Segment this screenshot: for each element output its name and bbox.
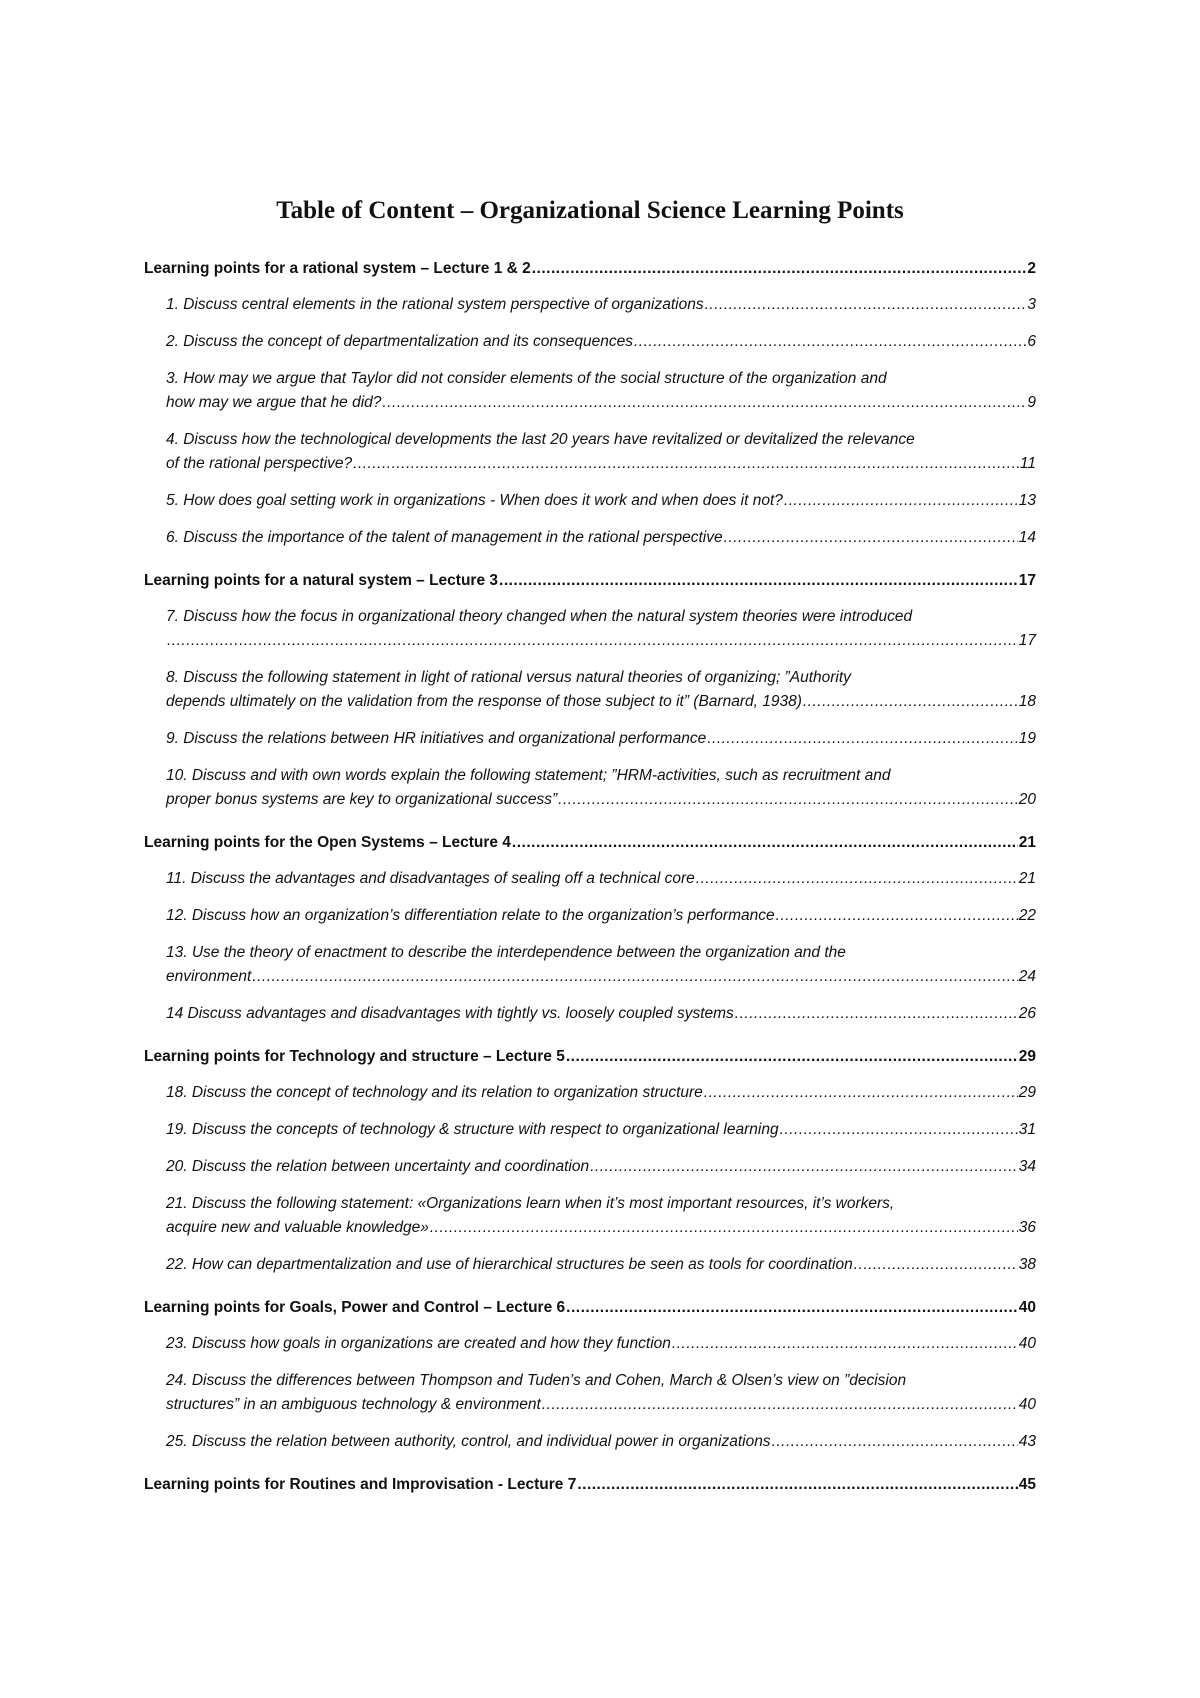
page-number: 14 [1018,529,1036,546]
toc-item[interactable] [166,1192,1036,1240]
toc-section-entry[interactable] [144,569,1036,593]
toc-item-final-text: 9. Discuss the relations between HR initiatives and organizational performance [166,730,707,747]
dot-leader [167,629,1018,653]
toc-item-final-text: acquire new and valuable knowledge» [166,1219,429,1236]
dot-leader [724,526,1018,550]
page-number: 29 [1018,1048,1036,1065]
page-number: 21 [1018,870,1036,887]
toc-item-line: 8. Discuss the following statement in light of rational versus natural theories of organizing; ”Authority [166,669,851,686]
page-number: 45 [1018,1476,1036,1493]
toc-item-final [166,1430,1036,1454]
toc-item-final-text: structures” in an ambiguous technology & environment [166,1396,541,1413]
toc-item[interactable] [166,1155,1036,1179]
page-number: 9 [1027,394,1036,411]
toc-item-final-text: 6. Discuss the importance of the talent of management in the rational perspective [166,529,723,546]
dot-leader [512,831,1018,855]
dot-leader [532,257,1027,281]
dot-leader [542,1393,1018,1417]
dot-leader [705,293,1027,317]
toc-item[interactable] [166,1369,1036,1417]
toc-item-final [166,489,1036,513]
toc-item[interactable] [166,330,1036,354]
toc-item[interactable] [166,1081,1036,1105]
toc-item-final-text: 5. How does goal setting work in organizations - When does it work and when does it not? [166,492,783,509]
section-heading [144,1296,1036,1320]
section-heading-text: Learning points for Routines and Improvisation - Lecture 7 [144,1476,577,1493]
toc-item[interactable] [166,727,1036,751]
page-title: Table of Content – Organizational Science Learning Points [276,197,904,224]
toc-item-final-text: 19. Discuss the concepts of technology & structure with respect to organizational learning [166,1121,779,1138]
toc-item-final [166,904,1036,928]
section-heading [144,831,1036,855]
toc-item[interactable] [166,1002,1036,1026]
toc-item[interactable] [166,904,1036,928]
page-number: 26 [1018,1005,1036,1022]
section-heading-text: Learning points for Goals, Power and Control – Lecture 6 [144,1299,566,1316]
toc-item[interactable] [166,1118,1036,1142]
toc-item-final [166,1118,1036,1142]
dot-leader [772,1430,1018,1454]
dot-leader [735,1002,1018,1026]
page-number: 3 [1027,296,1036,313]
toc-item[interactable] [166,666,1036,714]
toc-section-entry[interactable] [144,1045,1036,1069]
toc-item-final-text: 20. Discuss the relation between uncertainty and coordination [166,1158,590,1175]
toc-item-final [166,1216,1036,1240]
page-number: 31 [1018,1121,1036,1138]
page-number: 18 [1018,693,1036,710]
toc-item-final [166,965,1036,989]
dot-leader [784,489,1018,513]
toc-item-final-text: how may we argue that he did? [166,394,382,411]
toc-item-final-text: depends ultimately on the validation from the response of those subject to it” (Barnard, 1938) [166,693,802,710]
dot-leader [353,452,1019,476]
toc-item-final [166,330,1036,354]
toc-item-final-text: 22. How can departmentalization and use of hierarchical structures be seen as tools for coordination [166,1256,853,1273]
toc-item-final-text: 14 Discuss advantages and disadvantages with tightly vs. loosely coupled systems [166,1005,734,1022]
dot-leader [382,391,1026,415]
page-number: 40 [1018,1299,1036,1316]
dot-leader [707,727,1018,751]
page-number: 2 [1027,260,1036,277]
page-number: 24 [1018,968,1036,985]
toc-item-final [166,1002,1036,1026]
toc-section-entry[interactable] [144,257,1036,281]
toc-item-final-text: 1. Discuss central elements in the rational system perspective of organizations [166,296,704,313]
page-number: 38 [1018,1256,1036,1273]
toc-item-final-text: environment [166,968,252,985]
page-number: 34 [1018,1158,1036,1175]
toc-item-line: 13. Use the theory of enactment to describe the interdependence between the organization and the [166,944,846,961]
toc-item-line: 7. Discuss how the focus in organizational theory changed when the natural system theories were introduced [166,608,913,625]
page-number: 11 [1019,455,1036,472]
page-number: 19 [1018,730,1036,747]
toc-item[interactable] [166,526,1036,550]
dot-leader [776,904,1018,928]
toc-item[interactable] [166,367,1036,415]
section-heading-text: Learning points for the Open Systems – Lecture 4 [144,834,511,851]
toc-item[interactable] [166,293,1036,317]
toc-item-line: 10. Discuss and with own words explain the following statement; ”HRM-activities, such as recruitment and [166,767,891,784]
dot-leader [558,788,1018,812]
page-number: 40 [1018,1396,1036,1413]
page-number: 13 [1018,492,1036,509]
section-heading [144,257,1036,281]
page-number: 40 [1018,1335,1036,1352]
toc-item-final-text: of the rational perspective? [166,455,353,472]
toc-item-final-text: 2. Discuss the concept of departmentalization and its consequences [166,333,633,350]
dot-leader [803,690,1018,714]
toc-item-final [166,391,1036,415]
dot-leader [696,867,1018,891]
toc-item-final [166,690,1036,714]
page-number: 20 [1018,791,1036,808]
section-heading-text: Learning points for a natural system – Lecture 3 [144,572,499,589]
toc-item[interactable] [166,1430,1036,1454]
dot-leader [430,1216,1018,1240]
section-heading-text: Learning points for a rational system – Lecture 1 & 2 [144,260,531,277]
toc-item-final [166,526,1036,550]
toc-item-final-text: 25. Discuss the relation between authority, control, and individual power in organizations [166,1433,771,1450]
toc-item[interactable] [166,1253,1036,1277]
toc-item-final-text: 11. Discuss the advantages and disadvantages of sealing off a technical core [166,870,695,887]
page-number: 6 [1027,333,1036,350]
page-number: 22 [1018,907,1036,924]
table-of-contents [144,257,1036,1509]
section-heading [144,569,1036,593]
dot-leader [780,1118,1018,1142]
toc-item-final [166,1253,1036,1277]
page-number: 17 [1018,632,1036,649]
toc-item[interactable] [166,489,1036,513]
toc-item[interactable] [166,428,1036,476]
toc-item-line: 21. Discuss the following statement: «Organizations learn when it’s most important resources, it’s workers, [166,1195,895,1212]
dot-leader [252,965,1017,989]
toc-item[interactable] [166,764,1036,812]
toc-item-line: 4. Discuss how the technological developments the last 20 years have revitalized or devitalized the relevance [166,431,915,448]
toc-item-final-text: proper bonus systems are key to organizational success” [166,791,558,808]
toc-item-final-text: 18. Discuss the concept of technology and its relation to organization structure [166,1084,703,1101]
dot-leader [704,1081,1018,1105]
dot-leader [566,1045,1018,1069]
toc-item-final [166,293,1036,317]
toc-item[interactable] [166,867,1036,891]
toc-item-final [166,629,1036,653]
page-number: 21 [1018,834,1036,851]
section-heading-text: Learning points for Technology and structure – Lecture 5 [144,1048,565,1065]
toc-item-final [166,452,1036,476]
page-number: 43 [1018,1433,1036,1450]
toc-section-entry[interactable] [144,1296,1036,1320]
toc-item-final [166,1332,1036,1356]
page-number: 29 [1018,1084,1036,1101]
toc-item-final [166,727,1036,751]
toc-section-entry[interactable] [144,831,1036,855]
section-heading [144,1045,1036,1069]
toc-section-entry[interactable] [144,1473,1036,1497]
toc-item-final [166,788,1036,812]
dot-leader [566,1296,1018,1320]
page-number: 17 [1018,572,1036,589]
toc-item-final [166,1155,1036,1179]
page-number: 36 [1018,1219,1036,1236]
dot-leader [634,330,1026,354]
toc-item[interactable] [166,605,1036,653]
dot-leader [672,1332,1018,1356]
dot-leader [854,1253,1018,1277]
toc-item[interactable] [166,1332,1036,1356]
dot-leader [499,569,1018,593]
toc-item-line: 24. Discuss the differences between Thompson and Tuden’s and Cohen, March & Olsen’s view on ”decision [166,1372,907,1389]
dot-leader [577,1473,1017,1497]
section-heading [144,1473,1036,1497]
toc-item-final-text: 12. Discuss how an organization’s differentiation relate to the organization’s performance [166,907,775,924]
dot-leader [590,1155,1018,1179]
toc-item-final-text: 23. Discuss how goals in organizations are created and how they function [166,1335,671,1352]
toc-item-final [166,1081,1036,1105]
toc-item-final [166,867,1036,891]
toc-item[interactable] [166,941,1036,989]
toc-item-line: 3. How may we argue that Taylor did not consider elements of the social structure of the organization and [166,370,887,387]
toc-item-final [166,1393,1036,1417]
